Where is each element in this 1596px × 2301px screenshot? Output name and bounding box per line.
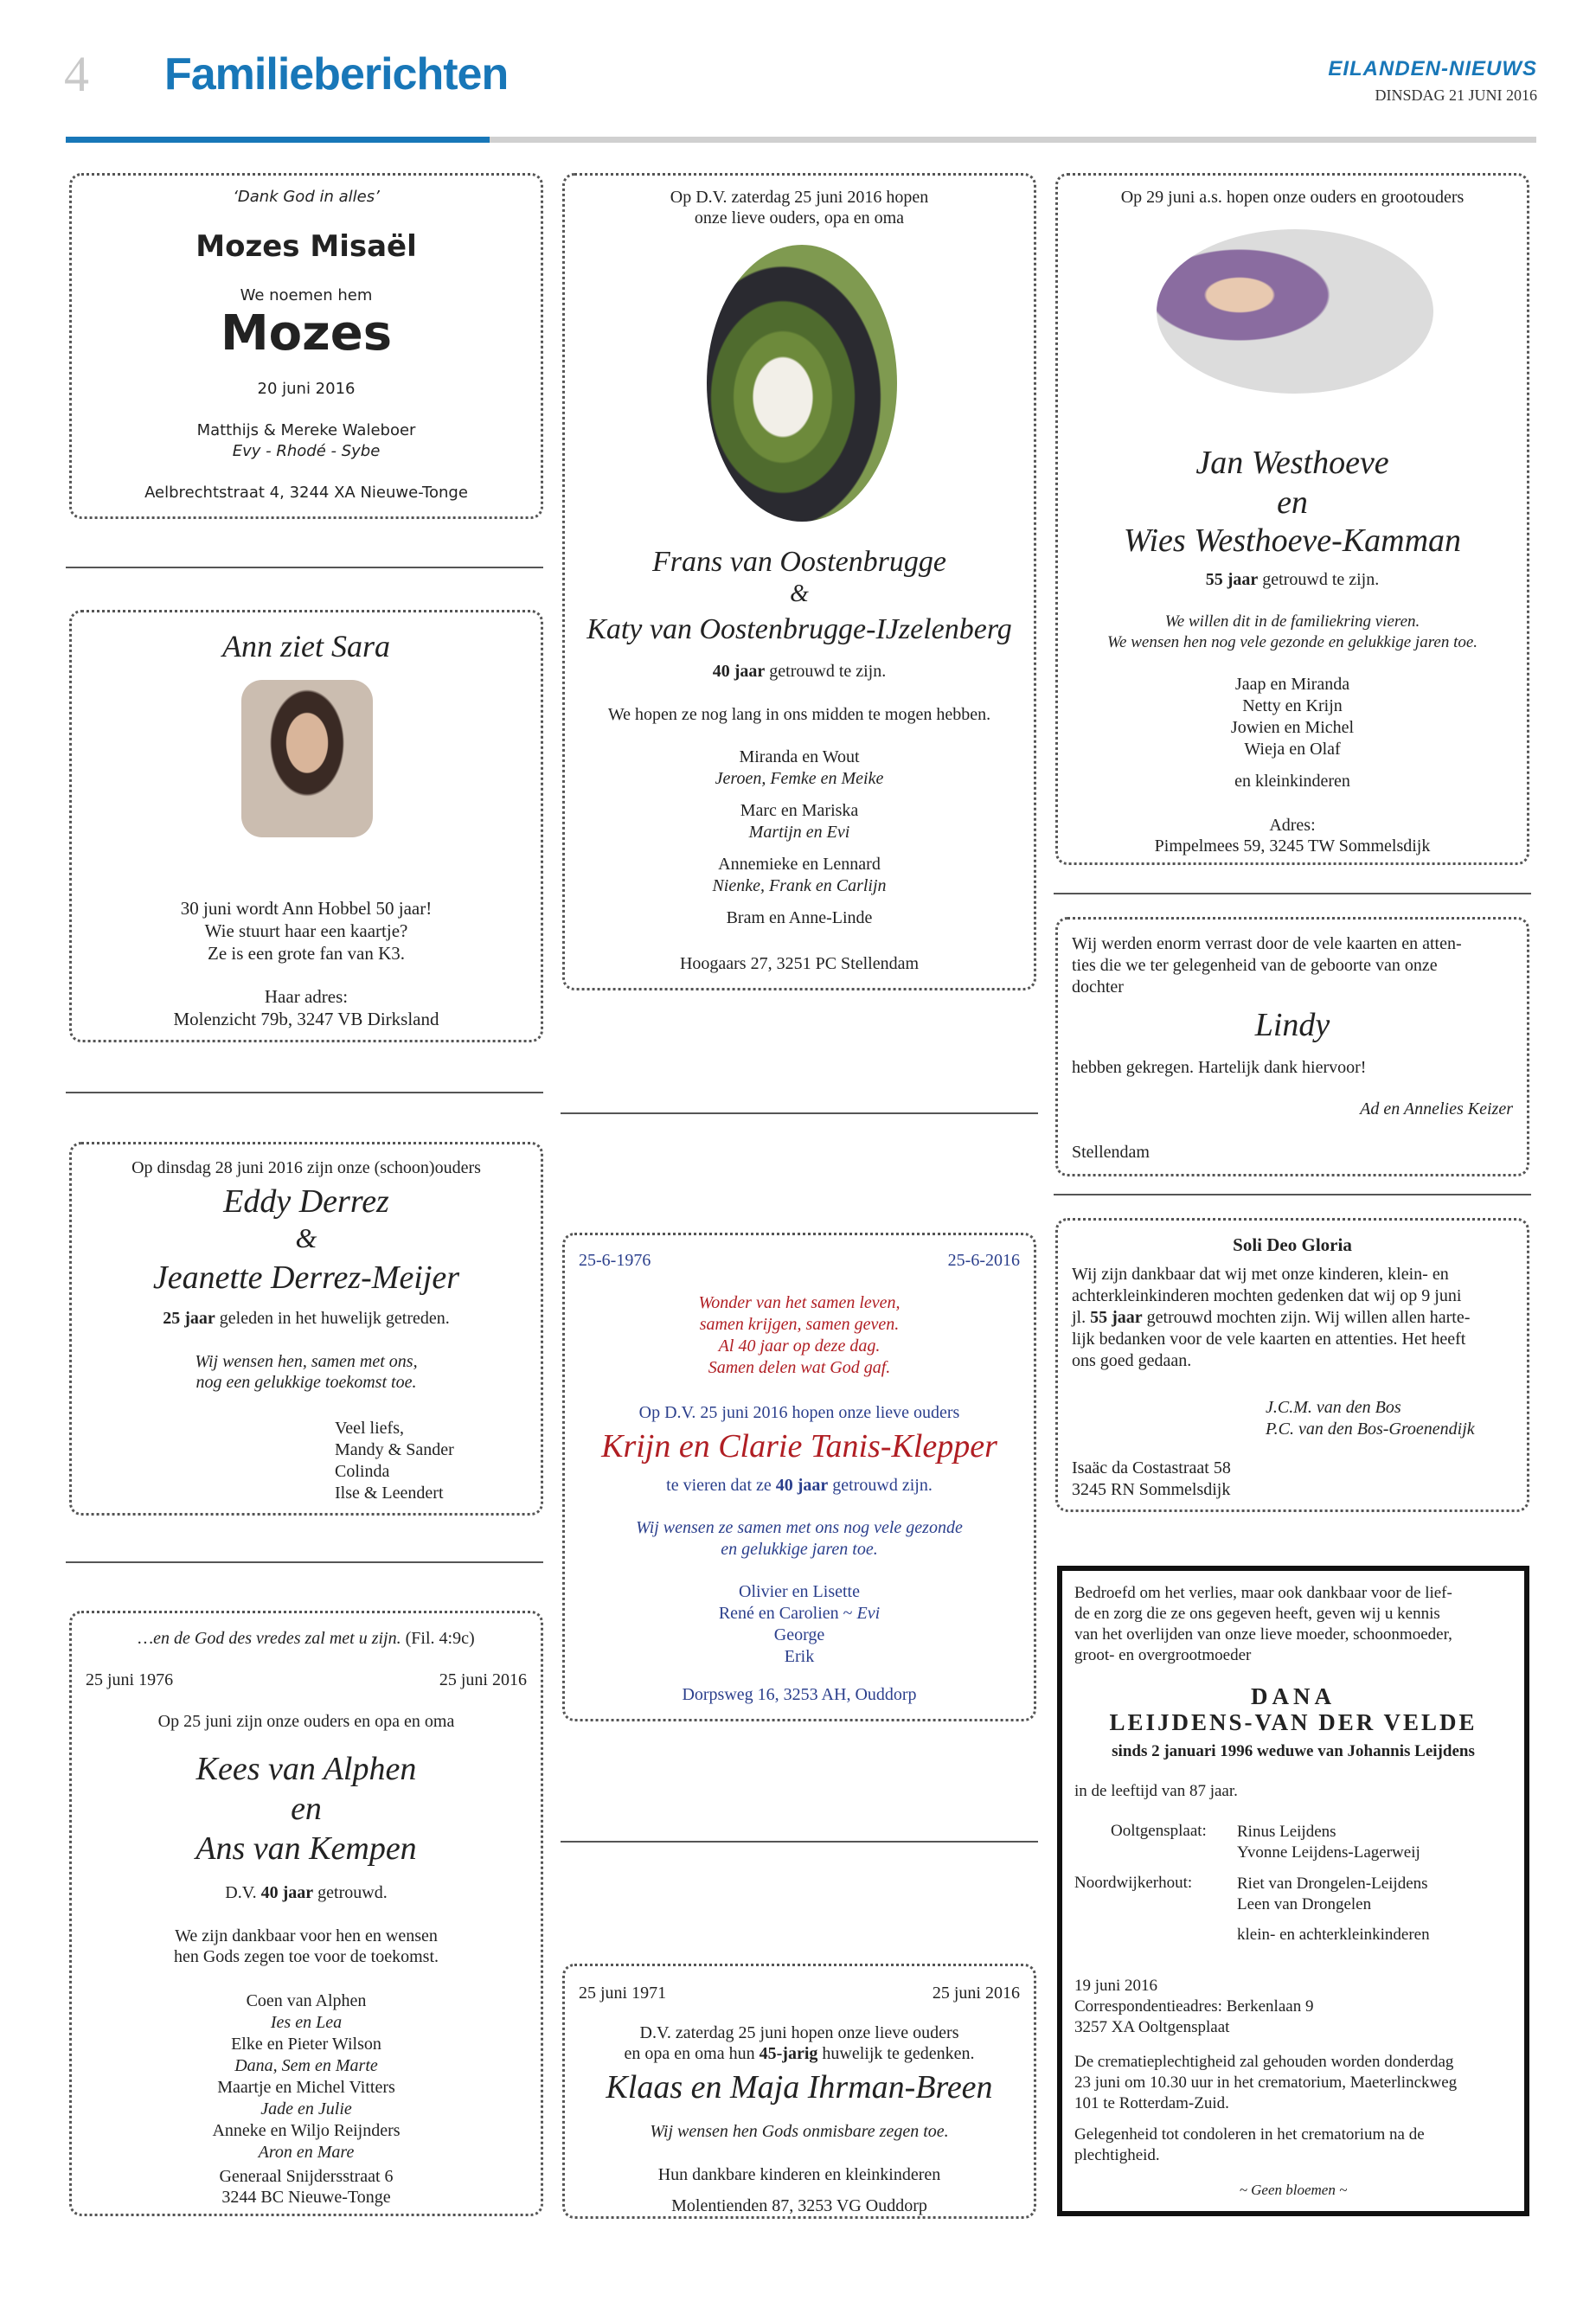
thanks-2: hen Gods zegen toe voor de toekomst. <box>173 1947 439 1966</box>
name-2: Wies Westhoeve-Kamman <box>1123 522 1462 559</box>
address: Dorpsweg 16, 3253 AH, Ouddorp <box>682 1685 917 1704</box>
couple-photo <box>1157 229 1433 394</box>
poem-3: Al 40 jaar op deze dag. <box>718 1336 881 1356</box>
header-rule-blue <box>66 137 490 143</box>
intro-2-bold: 45-jarig <box>759 2044 818 2063</box>
address-2: 3244 BC Nieuwe-Tonge <box>221 2188 391 2207</box>
divider <box>1054 1194 1531 1195</box>
intro-1: Op D.V. zaterdag 25 juni 2016 hopen <box>670 188 929 207</box>
anniversary-tanis-klepper <box>562 1233 1036 1721</box>
thanks-lindy <box>1055 917 1529 1176</box>
years: 40 jaar <box>712 662 766 681</box>
fam-3: Elke en Pieter Wilson <box>231 2035 381 2054</box>
ampersand: & <box>295 1222 317 1253</box>
title: Soli Deo Gloria <box>1233 1234 1352 1255</box>
anniversary-ihrman-breen <box>562 1964 1036 2219</box>
address-2: 3245 RN Sommelsdijk <box>1072 1480 1231 1499</box>
place-2: Noordwijkerhout: <box>1074 1874 1193 1892</box>
crem-1: De crematieplechtigheid zal gehouden worden donderdag <box>1074 2053 1454 2071</box>
text-4: groot- en overgrootmoeder <box>1074 1646 1252 1664</box>
text-3-bold: 55 jaar <box>1090 1308 1143 1327</box>
fam-6: Jade en Julie <box>260 2099 352 2118</box>
birth-announcement-mozes <box>69 173 543 519</box>
anniversary-van-oostenbrugge <box>562 173 1036 990</box>
divider <box>1054 893 1531 894</box>
years-rest: geleden in het huwelijk getreden. <box>215 1309 450 1328</box>
birth-date: 20 juni 2016 <box>257 380 356 398</box>
wish-2: nog een gelukkige toekomst toe. <box>195 1373 417 1392</box>
name-2: Ans van Kempen <box>195 1830 417 1867</box>
years-line <box>72 1309 541 1329</box>
wish <box>565 1517 1034 1561</box>
intro-2-rest: huwelijk te gedenken. <box>817 2044 975 2063</box>
sig-2: Mandy & Sander <box>335 1440 454 1459</box>
wish-2: We wensen hen nog vele gezonde en gelukkige jaren toe. <box>1106 633 1478 651</box>
years-line <box>72 1883 541 1903</box>
years: 40 jaar <box>260 1883 314 1902</box>
call-name: Mozes <box>220 305 393 362</box>
widow-line: sinds 2 januari 1996 weduwe van Johannis Leijdens <box>1112 1742 1475 1760</box>
poem-2: samen krijgen, samen geven. <box>699 1315 900 1334</box>
intro: Op 29 juni a.s. hopen onze ouders en grootouders <box>1120 188 1465 207</box>
names: Klaas en Maja Ihrman-Breen <box>606 2069 993 2106</box>
address-label: Adres: <box>1269 816 1316 835</box>
fam-3: Marc en Mariska <box>740 801 859 820</box>
wish: Wij wensen hen Gods onmisbare zegen toe. <box>650 2122 949 2141</box>
place-2-names <box>1237 1874 1428 1915</box>
divider <box>66 1092 543 1093</box>
cond-1: Gelegenheid tot condoleren in het crematorium na de <box>1074 2125 1425 2144</box>
address: Hoogaars 27, 3251 PC Stellendam <box>679 954 920 973</box>
sig-1: Veel liefs, <box>335 1419 404 1438</box>
family-list <box>1058 674 1527 792</box>
years-pre: D.V. <box>225 1883 261 1902</box>
anniversary-derrez <box>69 1142 543 1516</box>
wish-2: en gelukkige jaren toe. <box>721 1540 878 1559</box>
fam-1: Coen van Alphen <box>246 1991 367 2010</box>
divider <box>561 1112 1038 1114</box>
name-2: Katy van Oostenbrugge-IJzelenberg <box>586 613 1012 645</box>
fam-5: Annemieke en Lennard <box>718 855 881 874</box>
text-3-rest: getrouwd mochten zijn. Wij willen allen harte- <box>1142 1308 1471 1327</box>
thanks: hebben gekregen. Hartelijk dank hiervoor! <box>1072 1058 1367 1077</box>
intro: Op 25 juni zijn onze ouders en opa en oma <box>157 1712 455 1731</box>
text-1: Bedroefd om het verlies, maar ook dankbaar voor de lief- <box>1074 1584 1452 1602</box>
p2-name-1: Riet van Drongelen-Leijdens <box>1237 1875 1428 1893</box>
text-5: ons goed gedaan. <box>1072 1351 1192 1370</box>
fam-2-names: René en Carolien ~ <box>718 1604 857 1623</box>
fam-1: Olivier en Lisette <box>739 1582 860 1601</box>
fam-4: Erik <box>784 1647 815 1666</box>
intro: Op dinsdag 28 juni 2016 zijn onze (schoon)ouders <box>131 1158 481 1177</box>
place-1: Ooltgensplaat: <box>1111 1822 1207 1840</box>
address: Aelbrechtstraat 4, 3244 XA Nieuwe-Tonge <box>144 484 468 502</box>
fam-4: Dana, Sem en Marte <box>234 2056 378 2075</box>
intro: We noemen hem <box>240 286 373 304</box>
date-right: 25-6-2016 <box>947 1251 1020 1270</box>
text-4: lijk bedanken voor de vele kaarten en attenties. Het heeft <box>1072 1330 1466 1349</box>
sig-3: Colinda <box>335 1462 390 1481</box>
fam-7: Bram en Anne-Linde <box>726 908 873 927</box>
verse-ref: (Fil. 4:9c) <box>401 1629 475 1648</box>
fam-3: Jowien en Michel <box>1230 718 1355 737</box>
text <box>1072 1264 1513 1372</box>
date-left: 25 juni 1971 <box>579 1984 667 2003</box>
portrait-photo <box>241 680 373 837</box>
line-2: Wie stuurt haar een kaartje? <box>204 920 408 941</box>
page-number: 4 <box>64 46 89 102</box>
address: Molentienden 87, 3253 VG Ouddorp <box>671 2196 927 2215</box>
date-left: 25 juni 1976 <box>86 1670 174 1689</box>
birthday-announcement-ann <box>69 610 543 1042</box>
poem-4: Samen delen wat God gaf. <box>708 1358 891 1377</box>
poem <box>565 1292 1034 1379</box>
fam-5: en kleinkinderen <box>1234 772 1350 791</box>
fam-2 <box>565 1603 1034 1625</box>
sig-1: J.C.M. van den Bos <box>1266 1398 1401 1417</box>
corr-2: 3257 XA Ooltgensplaat <box>1074 2018 1230 2036</box>
years-rest: getrouwd. <box>313 1883 388 1902</box>
years: 40 jaar <box>775 1476 829 1495</box>
years-line <box>1058 570 1527 590</box>
address-1: Generaal Snijdersstraat 6 <box>219 2167 394 2186</box>
family-list <box>565 747 1034 929</box>
full-name: Mozes Misaël <box>195 229 417 264</box>
date-right: 25 juni 2016 <box>439 1670 527 1689</box>
poem-1: Wonder van het samen leven, <box>698 1293 901 1312</box>
p1-name-1: Rinus Leijdens <box>1237 1823 1336 1841</box>
title: Ann ziet Sara <box>222 629 390 663</box>
parents: Matthijs & Mereke Waleboer <box>196 421 416 439</box>
name-1: Jan Westhoeve <box>1195 445 1389 481</box>
child-name: Lindy <box>1254 1007 1330 1043</box>
text-1: Wij werden enorm verrast door de vele kaarten en atten- <box>1072 934 1462 953</box>
text-2: achterkleinkinderen mochten gedenken dat wij op 9 juni <box>1072 1286 1462 1305</box>
intro: Op D.V. 25 juni 2016 hopen onze lieve ouders <box>638 1403 960 1422</box>
first-name: DANA <box>1251 1683 1336 1709</box>
text <box>1074 1583 1512 1666</box>
crem-3: 101 te Rotterdam-Zuid. <box>1074 2094 1229 2112</box>
fam-1: Jaap en Miranda <box>1234 675 1350 694</box>
years-rest: getrouwd te zijn. <box>765 662 887 681</box>
text-3: dochter <box>1072 977 1124 997</box>
years: 25 jaar <box>163 1309 215 1328</box>
siblings: Evy - Rhodé - Sybe <box>232 442 381 460</box>
intro-2-pre: en opa en oma hun <box>624 2044 760 2063</box>
address <box>1072 1458 1231 1501</box>
signature-block <box>335 1418 454 1504</box>
thanks-van-den-bos <box>1055 1218 1529 1512</box>
years-pre: te vieren dat ze <box>666 1476 776 1495</box>
ampersand: & <box>790 580 809 607</box>
en: en <box>291 1791 322 1827</box>
date-right: 25 juni 2016 <box>932 1984 1020 2003</box>
p2-name-2: Leen van Drongelen <box>1237 1895 1372 1913</box>
verse-text: …en de God des vredes zal met u zijn. <box>138 1629 401 1648</box>
fam-4: Martijn en Evi <box>748 823 850 842</box>
fam-5: Maartje en Michel Vitters <box>217 2078 395 2097</box>
fam-2: Jeroen, Femke en Meike <box>715 769 884 788</box>
name-1: Frans van Oostenbrugge <box>652 546 946 578</box>
wedding-photo <box>707 245 897 522</box>
name-2: Jeanette Derrez-Meijer <box>152 1259 460 1296</box>
fam-6: Nienke, Frank en Carlijn <box>712 876 887 895</box>
sig-2: P.C. van den Bos-Groenendijk <box>1266 1420 1475 1439</box>
intro-1: D.V. zaterdag 25 juni hopen onze lieve ouders <box>639 2023 959 2042</box>
fam-8: Aron en Mare <box>258 2143 355 2162</box>
age: in de leeftijd van 87 jaar. <box>1074 1782 1238 1800</box>
text-2: ties die we ter gelegenheid van de geboorte van onze <box>1072 956 1438 975</box>
divider <box>66 567 543 568</box>
line-1: 30 juni wordt Ann Hobbel 50 jaar! <box>180 898 433 919</box>
no-flowers: ~ Geen bloemen ~ <box>1239 2182 1348 2198</box>
fam-2-child: Evi <box>856 1604 881 1623</box>
fam-7: Anneke en Wiljo Reijnders <box>212 2121 401 2140</box>
signature: Ad en Annelies Keizer <box>1360 1099 1513 1118</box>
wish-1: We willen dit in de familiekring vieren. <box>1164 612 1420 631</box>
name-1: Eddy Derrez <box>223 1183 389 1220</box>
fam-2: Ies en Lea <box>270 2013 343 2032</box>
obituary-dana-leijdens <box>1057 1566 1529 2216</box>
en: en <box>1277 484 1308 521</box>
verse <box>72 1629 541 1649</box>
fam-3: George <box>773 1625 825 1644</box>
place-1-names <box>1237 1822 1420 1863</box>
name-1: Kees van Alphen <box>195 1751 417 1787</box>
wish-1: Wij wensen ze samen met ons nog vele gezonde <box>636 1518 963 1537</box>
thanks-1: We zijn dankbaar voor hen en wensen <box>175 1926 438 1945</box>
motto: ‘Dank God in alles’ <box>233 188 380 206</box>
cremation <box>1074 2052 1512 2114</box>
condolence <box>1074 2125 1512 2166</box>
cond-2: plechtigheid. <box>1074 2146 1160 2164</box>
wish: We hopen ze nog lang in ons midden te mogen hebben. <box>607 705 991 724</box>
wish <box>1058 612 1527 653</box>
header-rule-grey <box>490 137 1536 143</box>
family-list <box>565 1581 1034 1668</box>
intro-2: onze lieve ouders, opa en oma <box>694 208 905 228</box>
family-list <box>72 1990 541 2163</box>
date-left: 25-6-1976 <box>579 1251 651 1270</box>
issue-date: DINSDAG 21 JUNI 2016 <box>1375 87 1537 104</box>
signature <box>1266 1397 1475 1440</box>
sig-4: Ilse & Leendert <box>335 1484 444 1503</box>
date-and-correspondence <box>1074 1976 1313 2038</box>
address-label: Haar adres: <box>264 986 349 1007</box>
divider <box>561 1841 1038 1843</box>
corr-1: Correspondentieadres: Berkenlaan 9 <box>1074 1997 1314 2016</box>
grandchildren: klein- en achterkleinkinderen <box>1237 1926 1430 1944</box>
p1-name-2: Yvonne Leijdens-Lagerweij <box>1237 1843 1420 1862</box>
fam-1: Miranda en Wout <box>739 747 860 766</box>
divider <box>66 1561 543 1563</box>
years-line <box>565 1476 1034 1496</box>
text-3: van het overlijden van onze lieve moeder, schoonmoeder, <box>1074 1625 1452 1644</box>
text <box>1072 933 1513 998</box>
anniversary-van-alphen <box>69 1611 543 2216</box>
text-2: de en zorg die ze ons gegeven heeft, geven wij u kennis <box>1074 1605 1440 1623</box>
section-title: Familieberichten <box>164 49 509 99</box>
anniversary-westhoeve <box>1055 173 1529 865</box>
years: 55 jaar <box>1205 570 1259 589</box>
wish-1: Wij wensen hen, samen met ons, <box>195 1352 418 1371</box>
address: Pimpelmees 59, 3245 TW Sommelsdijk <box>1154 836 1431 856</box>
address-1: Isaäc da Costastraat 58 <box>1072 1458 1231 1477</box>
line-3: Ze is een grote fan van K3. <box>208 943 405 964</box>
text-1: Wij zijn dankbaar dat wij met onze kinderen, klein- en <box>1072 1265 1449 1284</box>
years-rest: getrouwd te zijn. <box>1258 570 1380 589</box>
last-name: LEIJDENS-VAN DER VELDE <box>1109 1709 1477 1735</box>
fam-4: Wieja en Olaf <box>1244 740 1341 759</box>
crem-2: 23 juni om 10.30 uur in het crematorium, Maeterlinckweg <box>1074 2073 1458 2092</box>
text-3-pre: jl. <box>1072 1308 1091 1327</box>
intro-2 <box>565 2044 1034 2064</box>
years-line <box>565 662 1034 682</box>
text-3 <box>1072 1307 1513 1329</box>
place: Stellendam <box>1072 1143 1150 1162</box>
names: Krijn en Clarie Tanis-Klepper <box>601 1428 997 1465</box>
newspaper-logo: EILANDEN-NIEUWS <box>1328 57 1537 80</box>
signature: Hun dankbare kinderen en kleinkinderen <box>657 2165 941 2184</box>
address: Molenzicht 79b, 3247 VB Dirksland <box>173 1009 439 1029</box>
fam-2: Netty en Krijn <box>1242 696 1343 715</box>
years-rest: getrouwd zijn. <box>828 1476 933 1495</box>
date: 19 juni 2016 <box>1074 1977 1158 1995</box>
